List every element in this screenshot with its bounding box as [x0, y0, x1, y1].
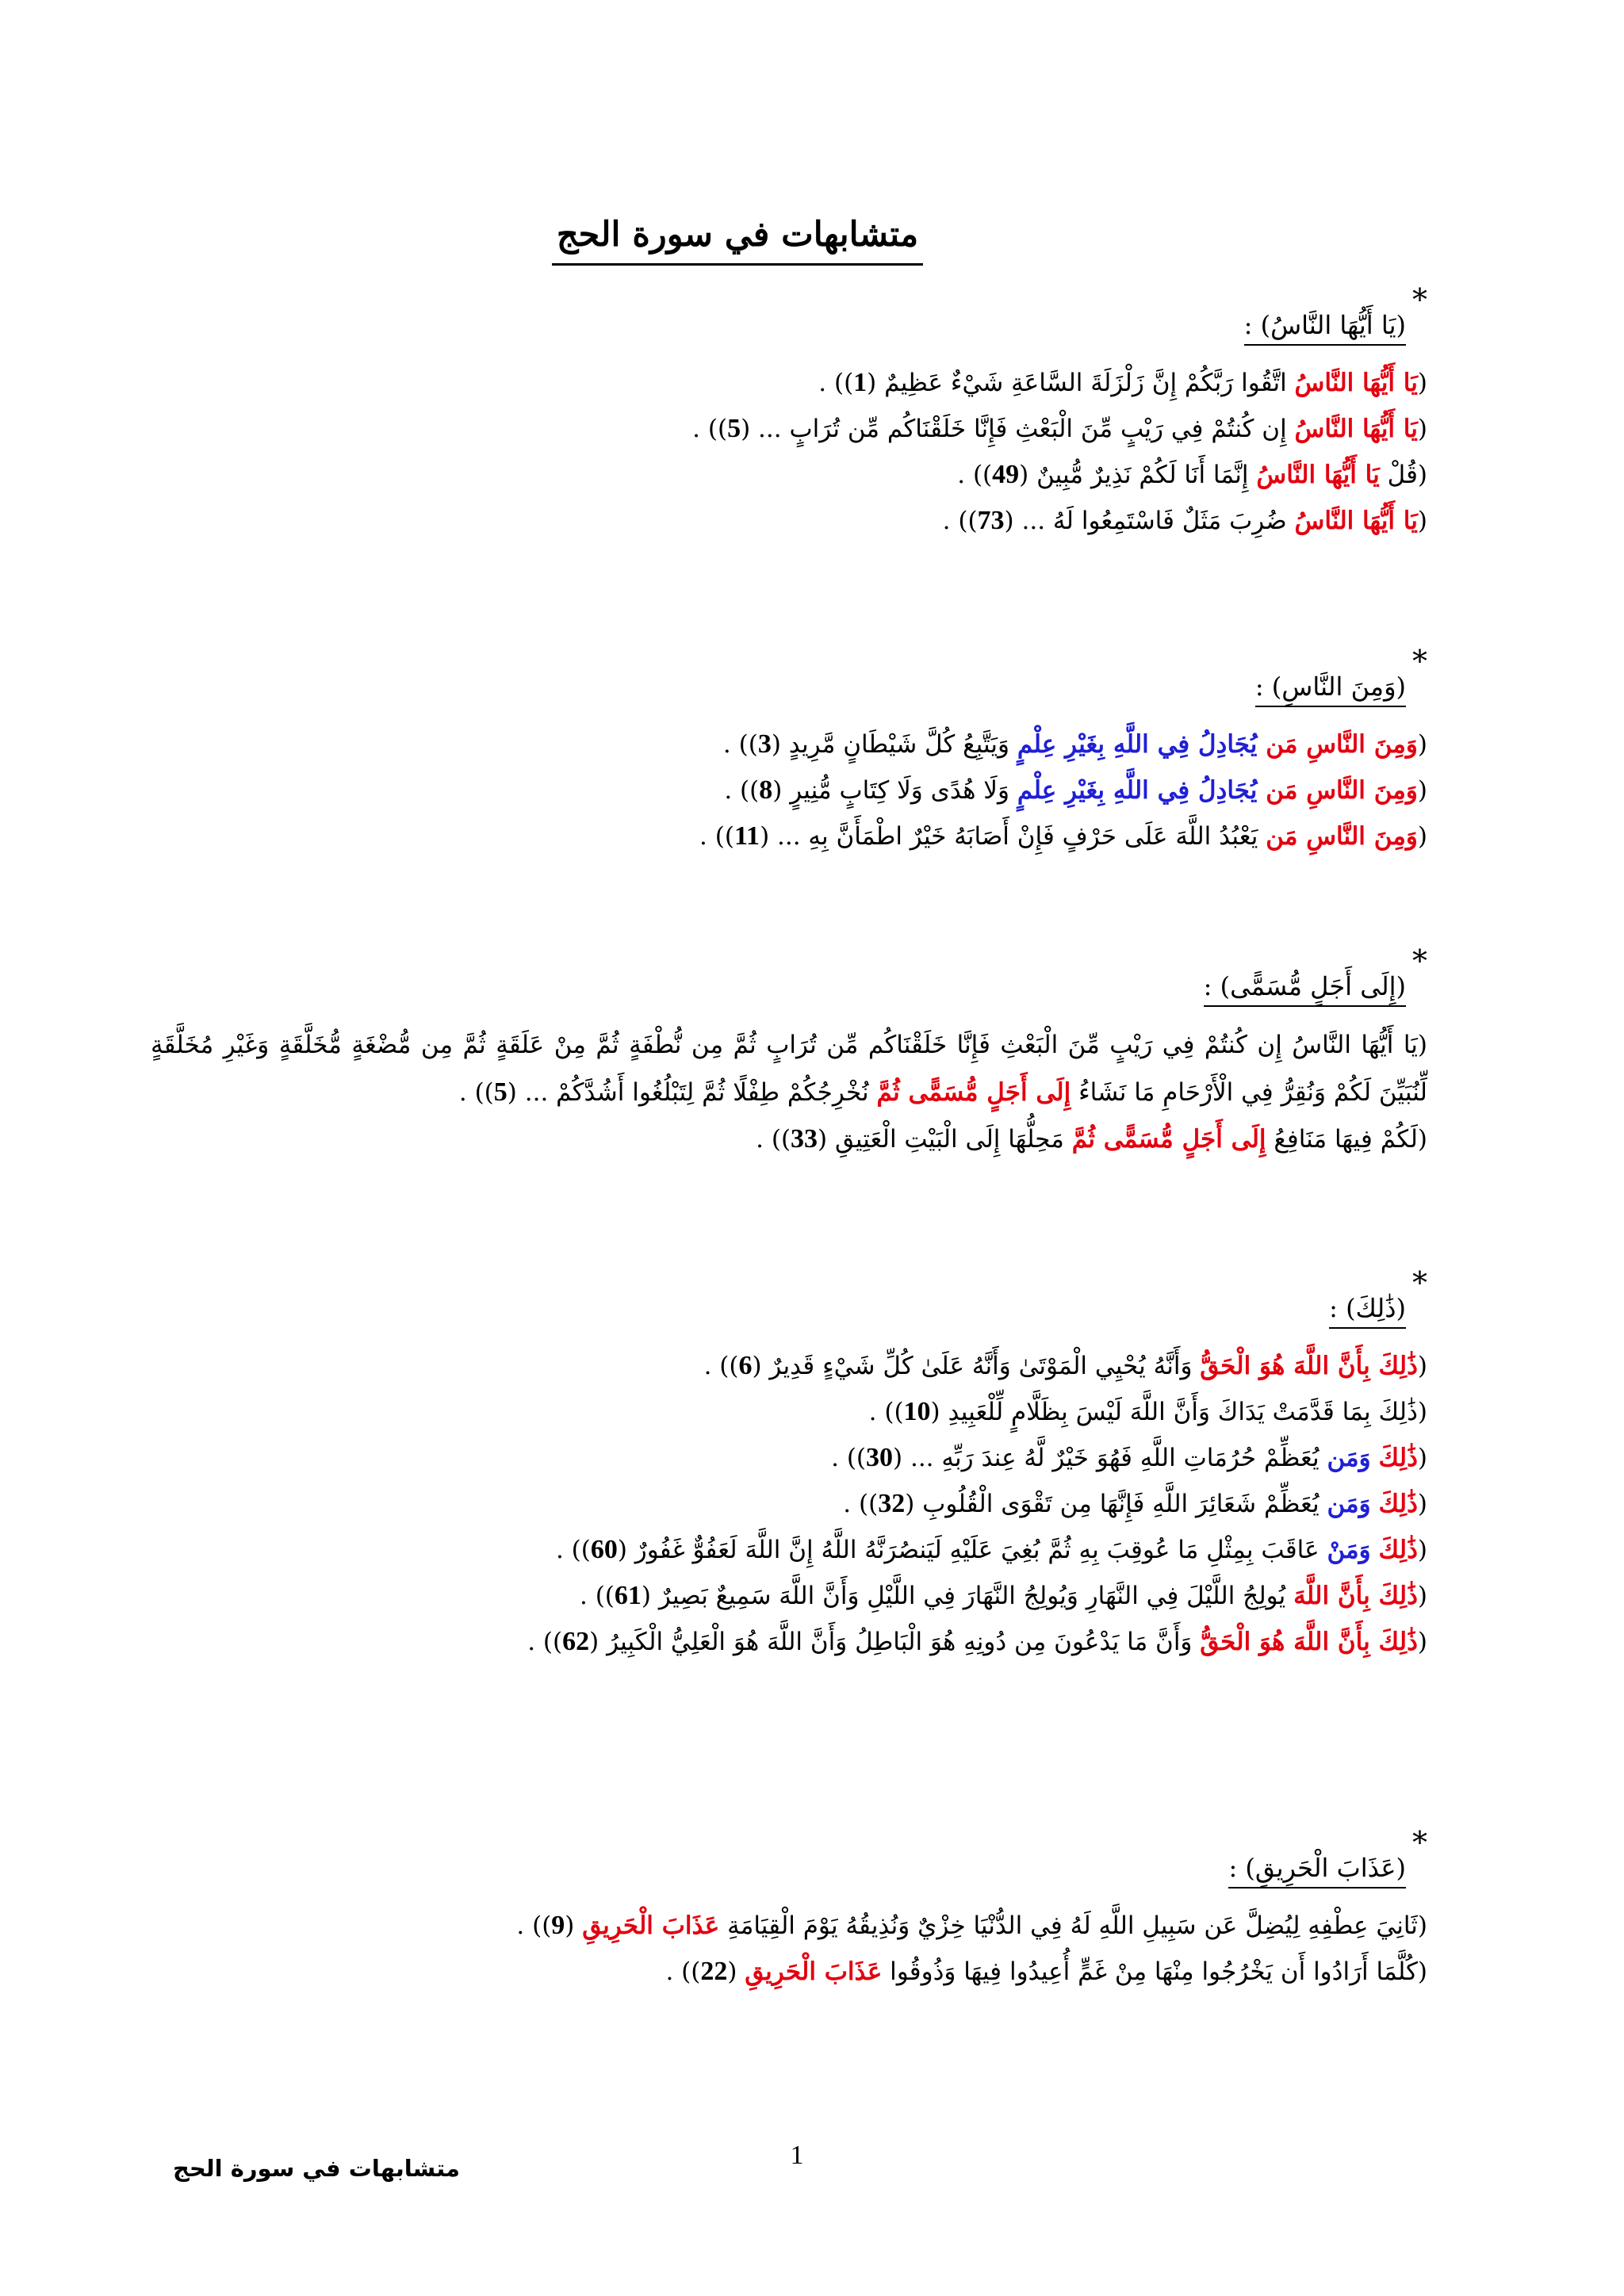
highlight-red: إِلَى أَجَلٍ مُّسَمًّى ثُمَّ — [1071, 1125, 1266, 1154]
verse-text: ( — [1417, 730, 1427, 759]
verse-text: )) . — [580, 1582, 615, 1610]
highlight-blue: وَمَن — [1327, 1490, 1371, 1518]
section-heading-text: (عَذَابَ الْحَرِيقِ) : — [1228, 1850, 1406, 1888]
verse-text: ( — [565, 1911, 583, 1940]
section — [151, 1825, 1427, 1995]
verse-text — [1371, 1536, 1379, 1564]
verse-text: يُولِجُ اللَّيْلَ فِي النَّهَارِ وَيُولِجُ النَّهَارَ فِي اللَّيْلِ وَأَنَّ اللَّهَ سَمِيعٌ بَصِيرٌ ( — [641, 1582, 1294, 1610]
verse-text: )) . — [699, 822, 734, 851]
verse-text: اتَّقُوا رَبَّكُمْ إِنَّ زَلْزَلَةَ السَّاعَةِ شَيْءٌ عَظِيمٌ ( — [867, 369, 1295, 397]
highlight-red: ذَٰلِكَ — [1378, 1490, 1418, 1518]
verse-number: 62 — [562, 1627, 590, 1656]
verse-text: )) . — [868, 1398, 904, 1426]
verse-text — [1371, 1490, 1379, 1518]
section-heading — [151, 282, 1427, 360]
highlight-red: ذَٰلِكَ — [1378, 1444, 1418, 1472]
highlight-red-blue — [1017, 730, 1418, 759]
verse-line — [151, 406, 1427, 452]
highlight-blue: وَمَنْ — [1327, 1536, 1371, 1564]
verse-number: 5 — [727, 414, 741, 443]
verse-text: )) . — [703, 1352, 739, 1380]
verse-text: (ذَٰلِكَ بِمَا قَدَّمَتْ يَدَاكَ وَأَنَّ اللَّهَ لَيْسَ بِظَلَّامٍ لِّلْعَبِيدِ ( — [930, 1398, 1427, 1426]
verse-number: 61 — [614, 1581, 642, 1610]
verse-text: إِنَّمَا أَنَا لَكُمْ نَذِيرٌ مُّبِينٌ ( — [1019, 461, 1257, 489]
highlight-red: يَا أَيُّهَا النَّاسُ — [1294, 507, 1418, 535]
verse-text: إِن كُنتُمْ فِي رَيْبٍ مِّنَ الْبَعْثِ فَإِنَّا خَلَقْنَاكُم مِّن تُرَابٍ ... ( — [741, 415, 1295, 443]
verse-text: ( — [1417, 822, 1427, 851]
verse-number: 33 — [791, 1124, 818, 1154]
highlight-red: يَا أَيُّهَا النَّاسُ — [1256, 461, 1380, 489]
verse-line — [151, 1527, 1427, 1573]
verse-line — [151, 813, 1427, 859]
verse-number: 6 — [738, 1351, 753, 1380]
asterisk-icon: * — [1412, 943, 1427, 978]
verse-number: 3 — [757, 729, 772, 759]
asterisk-icon: * — [1412, 1825, 1427, 1860]
highlight-red: ذَٰلِكَ بِأَنَّ اللَّهَ هُوَ الْحَقُّ — [1200, 1628, 1418, 1656]
verse-text: ( — [1417, 369, 1427, 397]
verse-line — [151, 452, 1427, 498]
verse-text — [1371, 1444, 1379, 1472]
asterisk-icon: * — [1412, 282, 1427, 317]
verse-text: نُخْرِجُكُمْ طِفْلًا ثُمَّ لِتَبْلُغُوا أَشُدَّكُمْ ... ( — [507, 1078, 877, 1107]
verse-number: 30 — [866, 1443, 894, 1472]
verse-line — [151, 1116, 1427, 1162]
verse-number: 73 — [977, 506, 1005, 535]
section — [151, 282, 1427, 544]
page-title-text: متشابهات في سورة الحج — [552, 212, 923, 266]
verse-text: يُعَظِّمْ شَعَائِرَ اللَّهِ فَإِنَّهَا مِن تَقْوَى الْقُلُوبِ ( — [905, 1490, 1327, 1518]
verse-number: 11 — [733, 821, 760, 851]
verse-line — [151, 767, 1427, 813]
verse-text: وَلَا هُدًى وَلَا كِتَابٍ مُّنِيرٍ ( — [772, 776, 1017, 805]
highlight-red: ذَٰلِكَ بِأَنَّ اللَّهَ هُوَ الْحَقُّ — [1200, 1352, 1418, 1380]
verse-text: وَيَتَّبِعُ كُلَّ شَيْطَانٍ مَّرِيدٍ ( — [771, 730, 1017, 759]
verse-text: )) . — [818, 369, 854, 397]
verse-number: 1 — [853, 368, 868, 397]
verse-text: (قُلْ — [1379, 461, 1427, 489]
verse-number: 8 — [759, 775, 773, 805]
verse-text: (يَا أَيُّهَا النَّاسُ إِن كُنتُمْ فِي رَيْبٍ مِّنَ الْبَعْثِ فَإِنَّا خَلَقْنَاكُم مِّن تُرَابٍ ثُمَّ مِن نُّطْفَةٍ ثُمَّ مِنْ عَلَقَةٍ ثُمَّ مِن مُّضْغَةٍ مُّخَلَّقَةٍ وَغَيْرِ مُخَلَّقَةٍ لِّنُبَيِّنَ لَكُمْ وَنُقِرُّ فِي الْأَرْحَامِ مَا نَشَاءُ — [151, 1031, 1427, 1107]
section — [151, 644, 1427, 859]
highlight-red: يَا أَيُّهَا النَّاسُ — [1294, 369, 1418, 397]
verse-line — [151, 1435, 1427, 1481]
verse-text: وَأَنَّهُ يُحْيِي الْمَوْتَىٰ وَأَنَّهُ عَلَىٰ كُلِّ شَيْءٍ قَدِيرٌ ( — [752, 1352, 1201, 1380]
highlight-red: عَذَابَ الْحَرِيقِ — [745, 1957, 883, 1986]
section-heading — [151, 1265, 1427, 1343]
verse-line — [151, 1619, 1427, 1665]
page-title — [0, 212, 1475, 266]
verse-text: )) . — [665, 1957, 701, 1986]
footer-title: متشابهات في سورة الحج — [172, 2155, 460, 2182]
verse-text: )) . — [722, 730, 758, 759]
section — [151, 1265, 1427, 1665]
verse-line — [151, 1903, 1427, 1949]
verse-line — [151, 498, 1427, 544]
section-heading-text: (يَا أَيُّهَا النَّاسُ) : — [1244, 308, 1406, 346]
verse-text: (ثَانِيَ عِطْفِهِ لِيُضِلَّ عَن سَبِيلِ اللَّهِ لَهُ فِي الدُّنْيَا خِزْيٌ وَنُذِيقُهُ يَوْمَ الْقِيَامَةِ — [719, 1911, 1427, 1940]
verse-text: ( — [727, 1957, 745, 1986]
highlight-red: إِلَى أَجَلٍ مُّسَمًّى ثُمَّ — [876, 1078, 1071, 1107]
verse-line — [151, 360, 1427, 406]
verse-number: 5 — [493, 1077, 508, 1107]
verse-number: 10 — [903, 1397, 931, 1426]
verse-number: 22 — [700, 1957, 728, 1986]
verse-number: 9 — [551, 1911, 565, 1940]
verse-number: 49 — [992, 460, 1020, 489]
highlight-red: وَمِنَ النَّاسِ مَن — [1266, 730, 1418, 759]
verse-text: عَاقَبَ بِمِثْلِ مَا عُوقِبَ بِهِ ثُمَّ بُغِيَ عَلَيْهِ لَيَنصُرَنَّهُ اللَّهُ إِنَّ اللَّهَ لَعَفُوٌّ غَفُورٌ ( — [617, 1536, 1327, 1564]
verse-line — [151, 1949, 1427, 1995]
verse-text: ( — [1417, 1582, 1427, 1610]
verse-text: ( — [1417, 1490, 1427, 1518]
verse-text: )) . — [756, 1125, 791, 1154]
verse-text: ( — [1417, 1628, 1427, 1656]
verse-text: يَعْبُدُ اللَّهَ عَلَى حَرْفٍ فَإِنْ أَصَابَهُ خَيْرٌ اطْمَأَنَّ بِهِ ... ( — [760, 822, 1266, 851]
verse-line — [151, 1021, 1427, 1116]
section-heading — [151, 943, 1427, 1021]
asterisk-icon: * — [1412, 1265, 1427, 1300]
section — [151, 943, 1427, 1162]
verse-text: )) . — [843, 1490, 879, 1518]
verse-text: )) . — [942, 507, 978, 535]
verse-text: )) . — [527, 1628, 563, 1656]
verse-number: 32 — [878, 1489, 906, 1518]
verse-line — [151, 1389, 1427, 1435]
highlight-blue: يُجَادِلُ فِي اللَّهِ بِغَيْرِ عِلْمٍ — [1017, 730, 1266, 759]
verse-text: يُعَظِّمْ حُرُمَاتِ اللَّهِ فَهُوَ خَيْرٌ لَّهُ عِندَ رَبِّهِ ... ( — [893, 1444, 1327, 1472]
highlight-red: ذَٰلِكَ — [1378, 1536, 1418, 1564]
highlight-red-blue — [1017, 776, 1418, 805]
highlight-blue: وَمَن — [1327, 1444, 1371, 1472]
verse-text: وَأَنَّ مَا يَدْعُونَ مِن دُونِهِ هُوَ الْبَاطِلُ وَأَنَّ اللَّهَ هُوَ الْعَلِيُّ الْكَبِيرُ ( — [589, 1628, 1201, 1656]
section-heading-text: (إِلَى أَجَلٍ مُّسَمًّى) : — [1204, 969, 1406, 1007]
verse-number: 60 — [590, 1535, 618, 1564]
verse-text: (كُلَّمَا أَرَادُوا أَن يَخْرُجُوا مِنْهَا مِنْ غَمٍّ أُعِيدُوا فِيهَا وَذُوقُوا — [882, 1957, 1427, 1986]
section-heading-text: (ذَٰلِكَ) : — [1329, 1291, 1406, 1329]
verse-text: )) . — [692, 415, 728, 443]
verse-text: )) . — [555, 1536, 591, 1564]
section-heading — [151, 644, 1427, 721]
highlight-red: عَذَابَ الْحَرِيقِ — [582, 1911, 720, 1940]
verse-text: )) . — [724, 776, 760, 805]
verse-text: ضُرِبَ مَثَلٌ فَاسْتَمِعُوا لَهُ ... ( — [1004, 507, 1295, 535]
verse-text: ( — [1417, 415, 1427, 443]
section-heading-text: (وَمِنَ النَّاسِ) : — [1255, 669, 1406, 707]
verse-text: )) . — [516, 1911, 552, 1940]
highlight-red: يَا أَيُّهَا النَّاسُ — [1294, 415, 1418, 443]
verse-text: ( — [1417, 776, 1427, 805]
highlight-red: ذَٰلِكَ بِأَنَّ اللَّهَ — [1293, 1582, 1418, 1610]
highlight-blue: يُجَادِلُ فِي اللَّهِ بِغَيْرِ عِلْمٍ — [1017, 776, 1266, 805]
verse-text: )) . — [831, 1444, 867, 1472]
verse-text: ( — [1417, 1444, 1427, 1472]
verse-text: ( — [1417, 1536, 1427, 1564]
verse-text: مَحِلُّهَا إِلَى الْبَيْتِ الْعَتِيقِ ( — [818, 1125, 1072, 1154]
verse-text: ( — [1417, 507, 1427, 535]
verse-text: )) . — [458, 1078, 494, 1107]
verse-line — [151, 1573, 1427, 1619]
verse-line — [151, 1481, 1427, 1527]
verse-text: ( — [1417, 1352, 1427, 1380]
verse-line — [151, 721, 1427, 767]
verse-text: )) . — [957, 461, 993, 489]
verse-text: (لَكُمْ فِيهَا مَنَافِعُ — [1266, 1125, 1427, 1154]
highlight-red: وَمِنَ النَّاسِ مَن — [1266, 776, 1418, 805]
asterisk-icon: * — [1412, 644, 1427, 679]
verse-line — [151, 1343, 1427, 1389]
page-number: 1 — [790, 2141, 804, 2170]
highlight-red: وَمِنَ النَّاسِ مَن — [1266, 822, 1418, 851]
section-heading — [151, 1825, 1427, 1903]
